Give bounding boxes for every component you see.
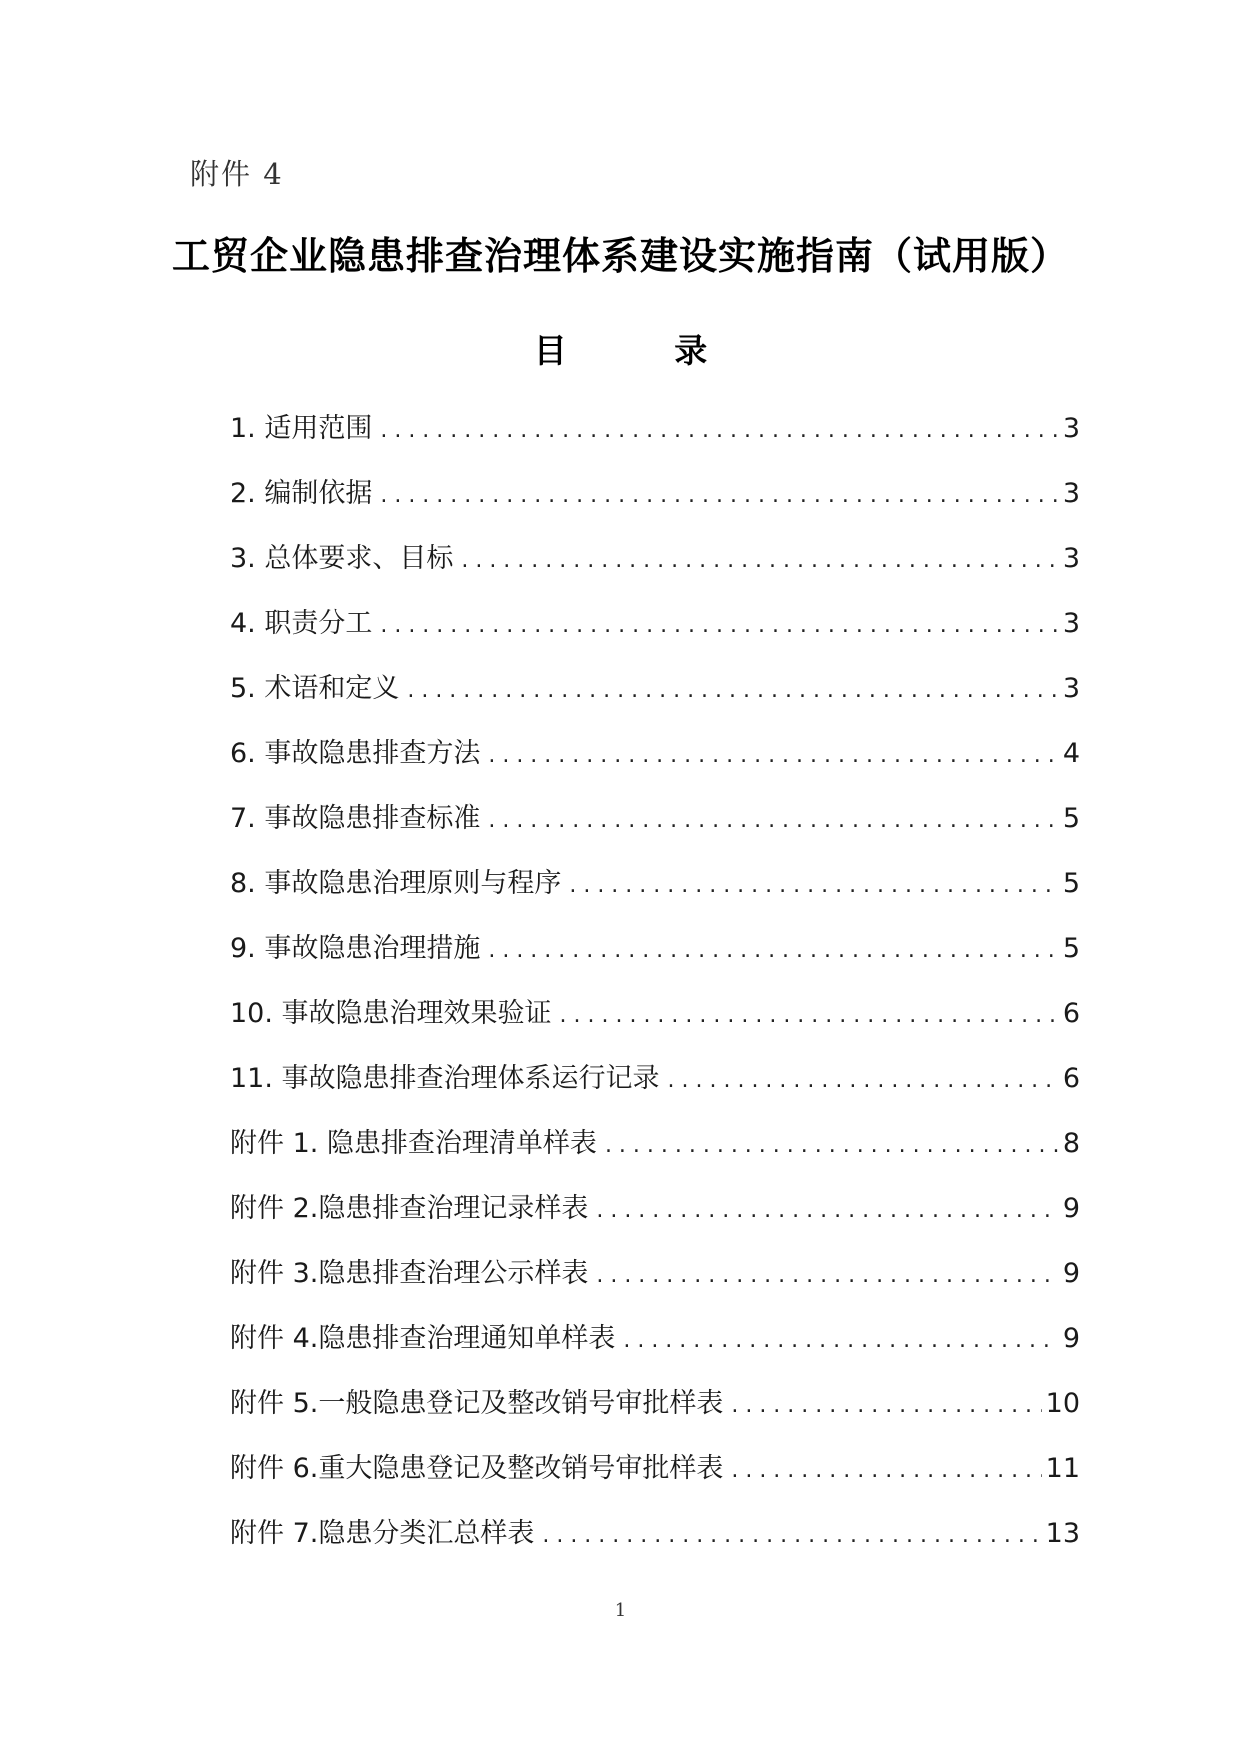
- toc-dot-leader: [560, 1003, 1059, 1028]
- toc-item-page: 5: [1062, 933, 1080, 964]
- toc-item-page: 8: [1062, 1128, 1080, 1159]
- toc-item-page: 3: [1062, 673, 1080, 704]
- toc-item-page: 3: [1062, 543, 1080, 574]
- toc-dot-leader: [596, 1198, 1058, 1223]
- toc-item[interactable]: [230, 406, 1080, 471]
- table-of-contents: [230, 406, 1080, 1576]
- toc-item-title: 附件 6.重大隐患登记及整改销号审批样表: [230, 1453, 724, 1484]
- document-title: 工贸企业隐患排查治理体系建设实施指南（试用版）: [171, 234, 1069, 278]
- toc-item-title: 1. 适用范围: [230, 413, 373, 444]
- page-number: 1: [614, 1600, 627, 1621]
- toc-dot-leader: [380, 613, 1058, 638]
- toc-item-page: 11: [1045, 1453, 1080, 1484]
- toc-item-page: 3: [1062, 478, 1080, 509]
- toc-item-page: 5: [1062, 803, 1080, 834]
- toc-dot-leader: [488, 808, 1058, 833]
- toc-dot-leader: [461, 548, 1058, 573]
- toc-dot-leader: [488, 743, 1058, 768]
- toc-dot-leader: [731, 1458, 1041, 1483]
- toc-item-title: 4. 职责分工: [230, 608, 373, 639]
- toc-dot-leader: [605, 1133, 1059, 1158]
- toc-dot-leader: [380, 418, 1058, 443]
- toc-item-title: 附件 1. 隐患排查治理清单样表: [230, 1128, 597, 1159]
- toc-item-title: 附件 3.隐患排查治理公示样表: [230, 1258, 589, 1289]
- toc-item[interactable]: [230, 1186, 1080, 1251]
- toc-item[interactable]: [230, 991, 1080, 1056]
- toc-item[interactable]: [230, 1121, 1080, 1186]
- toc-item-page: 9: [1062, 1193, 1080, 1224]
- toc-item-page: 5: [1062, 868, 1080, 899]
- toc-item[interactable]: [230, 1511, 1080, 1576]
- toc-item[interactable]: [230, 1381, 1080, 1446]
- toc-item-title: 9. 事故隐患治理措施: [230, 933, 481, 964]
- toc-item[interactable]: [230, 1316, 1080, 1381]
- toc-dot-leader: [668, 1068, 1059, 1093]
- toc-dot-leader: [731, 1393, 1041, 1418]
- toc-item-title: 7. 事故隐患排查标准: [230, 803, 481, 834]
- toc-dot-leader: [407, 678, 1058, 703]
- toc-item-title: 附件 4.隐患排查治理通知单样表: [230, 1323, 616, 1354]
- toc-item-title: 3. 总体要求、目标: [230, 543, 454, 574]
- toc-item-title: 10. 事故隐患治理效果验证: [230, 998, 552, 1029]
- toc-item-title: 5. 术语和定义: [230, 673, 400, 704]
- toc-item-page: 4: [1062, 738, 1080, 769]
- toc-item-page: 9: [1062, 1258, 1080, 1289]
- toc-dot-leader: [380, 483, 1058, 508]
- toc-item-title: 11. 事故隐患排查治理体系运行记录: [230, 1063, 660, 1094]
- toc-item-title: 6. 事故隐患排查方法: [230, 738, 481, 769]
- toc-item[interactable]: [230, 1446, 1080, 1511]
- toc-item-page: 6: [1062, 1063, 1080, 1094]
- toc-heading: 目 录: [533, 331, 756, 370]
- toc-item-page: 3: [1062, 413, 1080, 444]
- toc-item[interactable]: [230, 731, 1080, 796]
- toc-item-page: 10: [1045, 1388, 1080, 1419]
- toc-dot-leader: [542, 1523, 1041, 1548]
- toc-item-page: 9: [1062, 1323, 1080, 1354]
- toc-item[interactable]: [230, 1251, 1080, 1316]
- toc-item[interactable]: [230, 796, 1080, 861]
- toc-item-page: 13: [1045, 1518, 1080, 1549]
- toc-dot-leader: [488, 938, 1058, 963]
- toc-dot-leader: [623, 1328, 1058, 1353]
- toc-item-title: 附件 5.一般隐患登记及整改销号审批样表: [230, 1388, 724, 1419]
- toc-item-title: 附件 7.隐患分类汇总样表: [230, 1518, 535, 1549]
- toc-item-title: 附件 2.隐患排查治理记录样表: [230, 1193, 589, 1224]
- attachment-label: 附件 4: [190, 157, 284, 191]
- toc-item-title: 8. 事故隐患治理原则与程序: [230, 868, 562, 899]
- toc-item[interactable]: [230, 1056, 1080, 1121]
- toc-dot-leader: [596, 1263, 1058, 1288]
- toc-item[interactable]: [230, 536, 1080, 601]
- toc-item[interactable]: [230, 666, 1080, 731]
- toc-item[interactable]: [230, 601, 1080, 666]
- toc-item-title: 2. 编制依据: [230, 478, 373, 509]
- toc-item-page: 3: [1062, 608, 1080, 639]
- toc-item[interactable]: [230, 861, 1080, 926]
- toc-item-page: 6: [1062, 998, 1080, 1029]
- toc-dot-leader: [569, 873, 1058, 898]
- toc-item[interactable]: [230, 471, 1080, 536]
- toc-item[interactable]: [230, 926, 1080, 991]
